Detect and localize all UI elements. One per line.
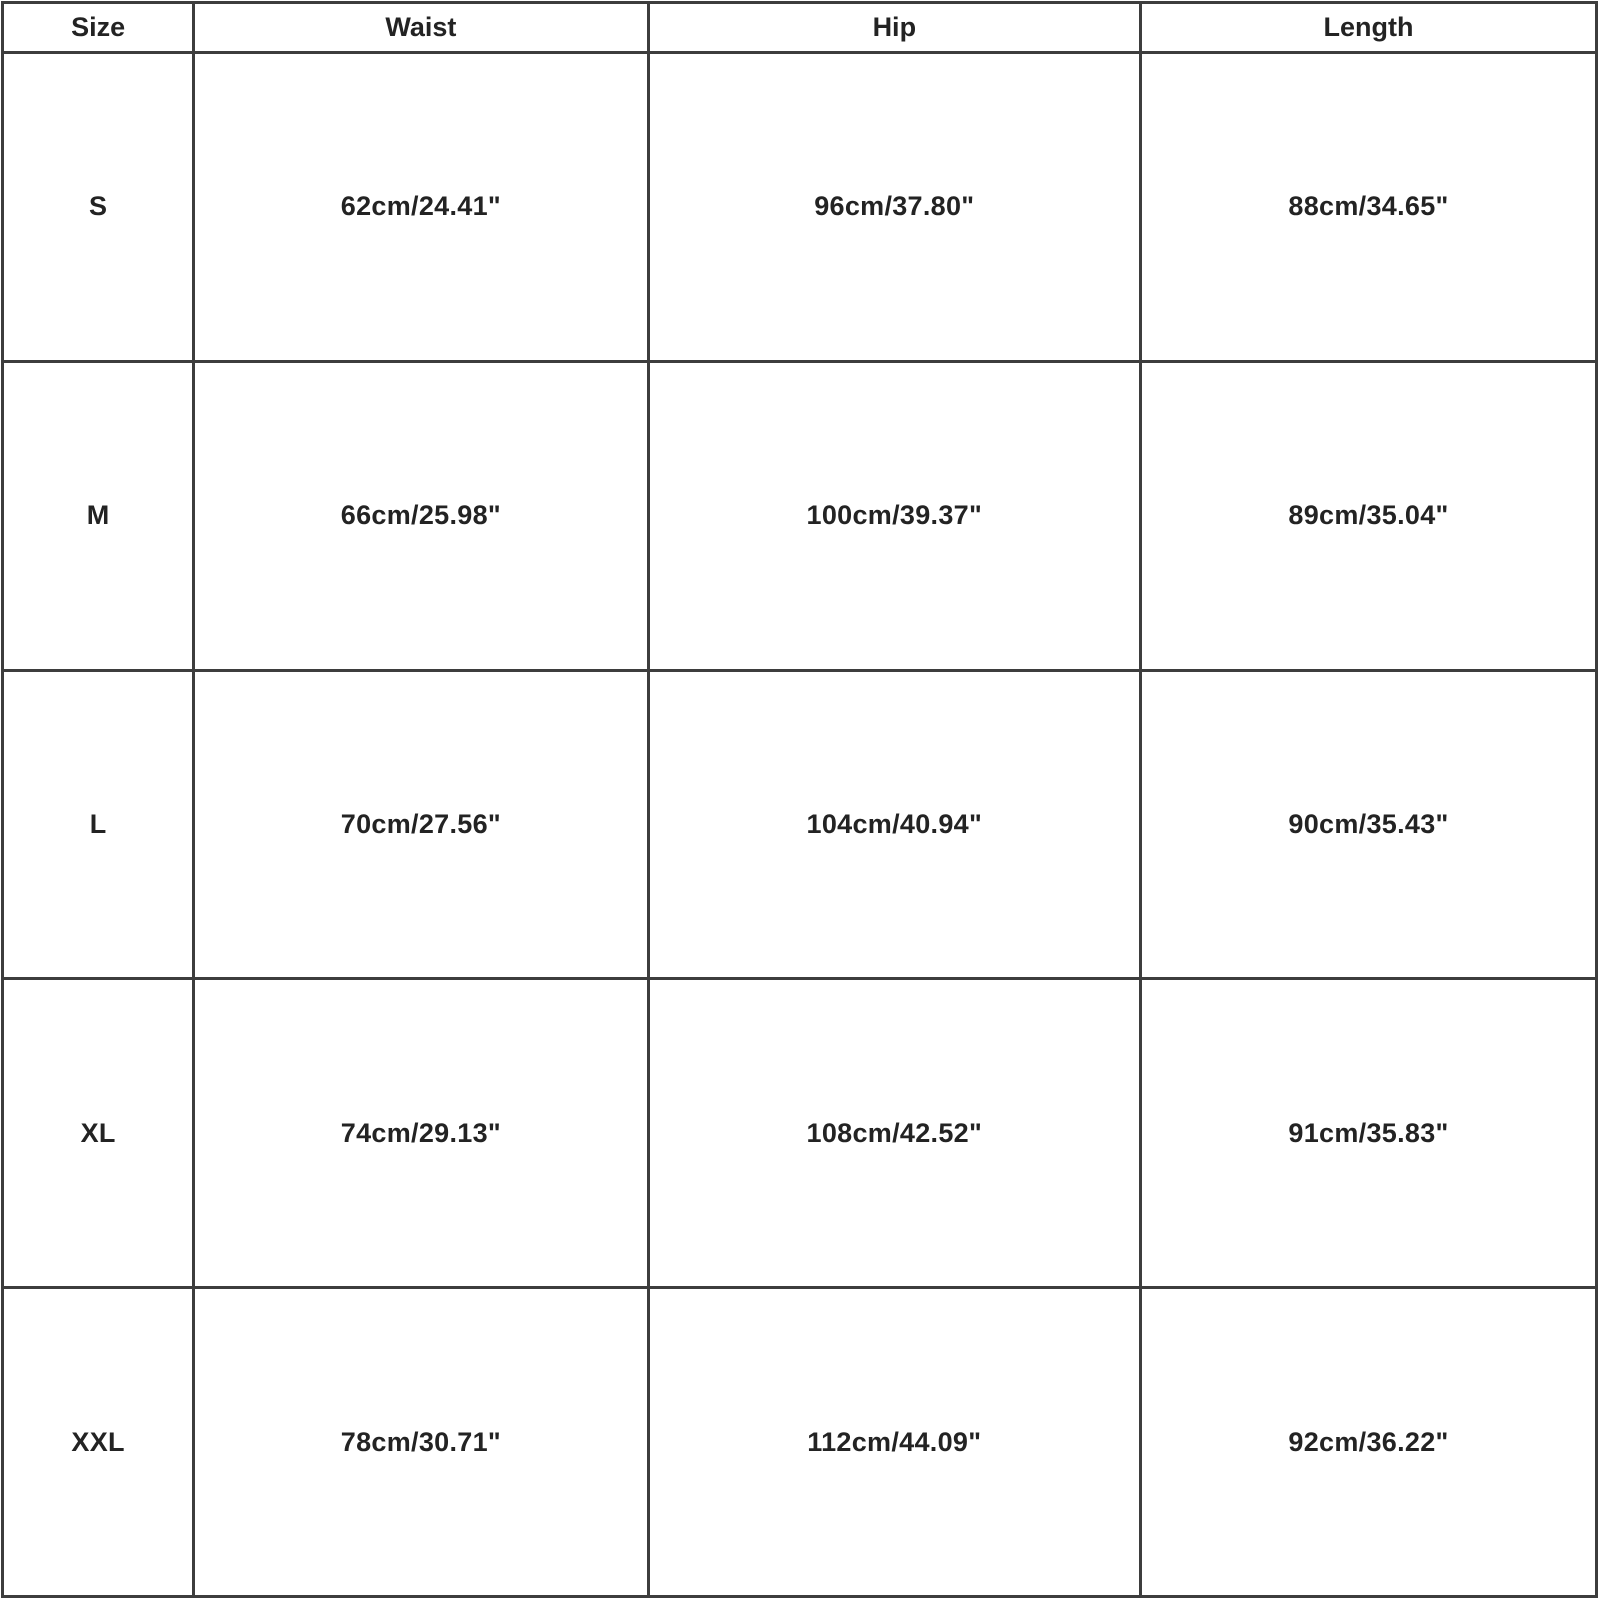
hip-value: 112cm/44.09": [648, 1288, 1141, 1597]
hip-value: 96cm/37.80": [648, 53, 1141, 362]
size-label: S: [3, 53, 194, 362]
size-label: XXL: [3, 1288, 194, 1597]
header-hip: Hip: [648, 3, 1141, 53]
hip-value: 108cm/42.52": [648, 979, 1141, 1288]
table-row: [3, 979, 1597, 1288]
size-label: XL: [3, 979, 194, 1288]
length-value: 92cm/36.22": [1141, 1288, 1597, 1597]
header-size: Size: [3, 3, 194, 53]
table-row: [3, 53, 1597, 362]
size-label: L: [3, 670, 194, 979]
waist-value: 66cm/25.98": [194, 361, 648, 670]
table-row: [3, 670, 1597, 979]
length-value: 91cm/35.83": [1141, 979, 1597, 1288]
size-chart-table: [1, 1, 1598, 1598]
waist-value: 70cm/27.56": [194, 670, 648, 979]
header-row: [3, 3, 1597, 53]
waist-value: 78cm/30.71": [194, 1288, 648, 1597]
hip-value: 104cm/40.94": [648, 670, 1141, 979]
table-row: [3, 361, 1597, 670]
waist-value: 74cm/29.13": [194, 979, 648, 1288]
length-value: 89cm/35.04": [1141, 361, 1597, 670]
length-value: 90cm/35.43": [1141, 670, 1597, 979]
header-length: Length: [1141, 3, 1597, 53]
waist-value: 62cm/24.41": [194, 53, 648, 362]
table-row: [3, 1288, 1597, 1597]
hip-value: 100cm/39.37": [648, 361, 1141, 670]
header-waist: Waist: [194, 3, 648, 53]
size-label: M: [3, 361, 194, 670]
length-value: 88cm/34.65": [1141, 53, 1597, 362]
